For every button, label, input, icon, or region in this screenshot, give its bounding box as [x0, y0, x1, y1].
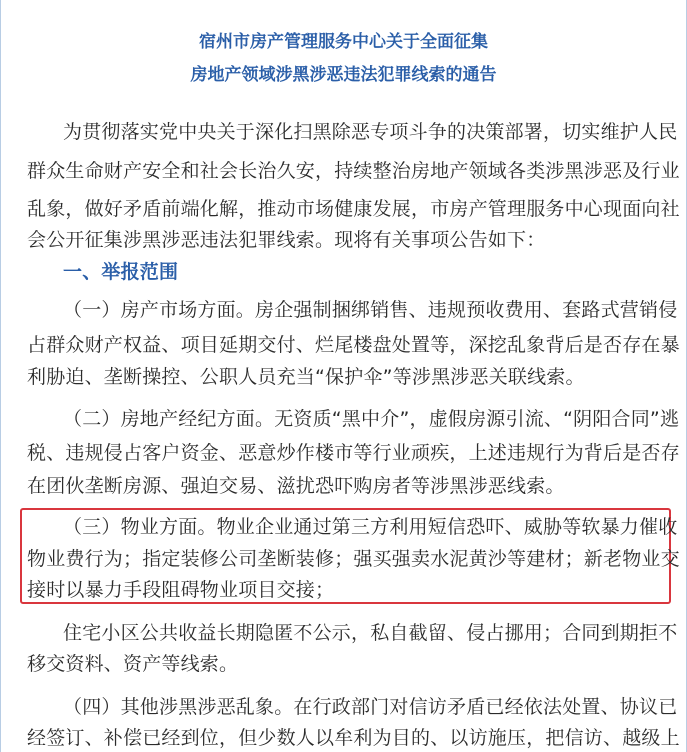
item2-line: 在团伙垄断房源、强迫交易、滋扰恐吓购房者等涉黑涉恶线索。 [27, 475, 565, 497]
item4-line: 经签订、补偿已经到位，但少数人以牟利为目的、以访施压，把信访、越级上 [27, 727, 680, 749]
item2-line: （二）房地产经纪方面。无资质“黑中介”，虚假房源引流、“阴阳合同”逃 [63, 408, 680, 430]
item1-line: 利胁迫、垄断操控、公职人员充当“保护伞”等涉黑涉恶关联线索。 [27, 366, 585, 388]
intro-line: 会公开征集涉黑涉恶违法犯罪线索。现将有关事项公告如下： [27, 229, 546, 251]
intro-line: 乱象，做好矛盾前端化解，推动市场健康发展，市房产管理服务中心现面向社 [27, 198, 680, 220]
item4-line: （四）其他涉黑涉恶乱象。在行政部门对信访矛盾已经依法处置、协议已 [63, 696, 678, 718]
item3-cont-line: 住宅小区公共收益长期隐匿不公示，私自截留、侵占挪用；合同到期拒不 [63, 622, 678, 644]
item2-line: 税、违规侵占客户资金、恶意炒作楼市等行业顽疾，上述违规行为背后是否存 [27, 442, 680, 464]
item3-cont-line: 移交资料、资产等线索。 [27, 653, 239, 675]
item3-line: 物业费行为；指定装修公司垄断装修；强买强卖水泥黄沙等建材；新老物业交 [27, 548, 680, 570]
notice-title-line2: 房地产领域涉黑涉恶违法犯罪线索的通告 [190, 65, 497, 85]
section-heading: 一、举报范围 [63, 261, 179, 283]
intro-line: 群众生命财产安全和社会长治久安，持续整治房地产领域各类涉黑涉恶及行业 [27, 160, 680, 182]
notice-title-line1: 宿州市房产管理服务中心关于全面征集 [199, 32, 488, 52]
item1-line: （一）房产市场方面。房企强制捆绑销售、违规预收费用、套路式营销侵 [63, 299, 678, 321]
item1-line: 占群众财产权益、项目延期交付、烂尾楼盘处置等，深挖乱象背后是否存在暴 [27, 334, 680, 356]
item3-line: （三）物业方面。物业企业通过第三方利用短信恐吓、威胁等软暴力催收 [63, 516, 678, 538]
item3-line: 接时以暴力手段阻碍物业项目交接； [27, 579, 335, 601]
intro-line: 为贯彻落实党中央关于深化扫黑除恶专项斗争的决策部署，切实维护人民 [63, 121, 678, 143]
